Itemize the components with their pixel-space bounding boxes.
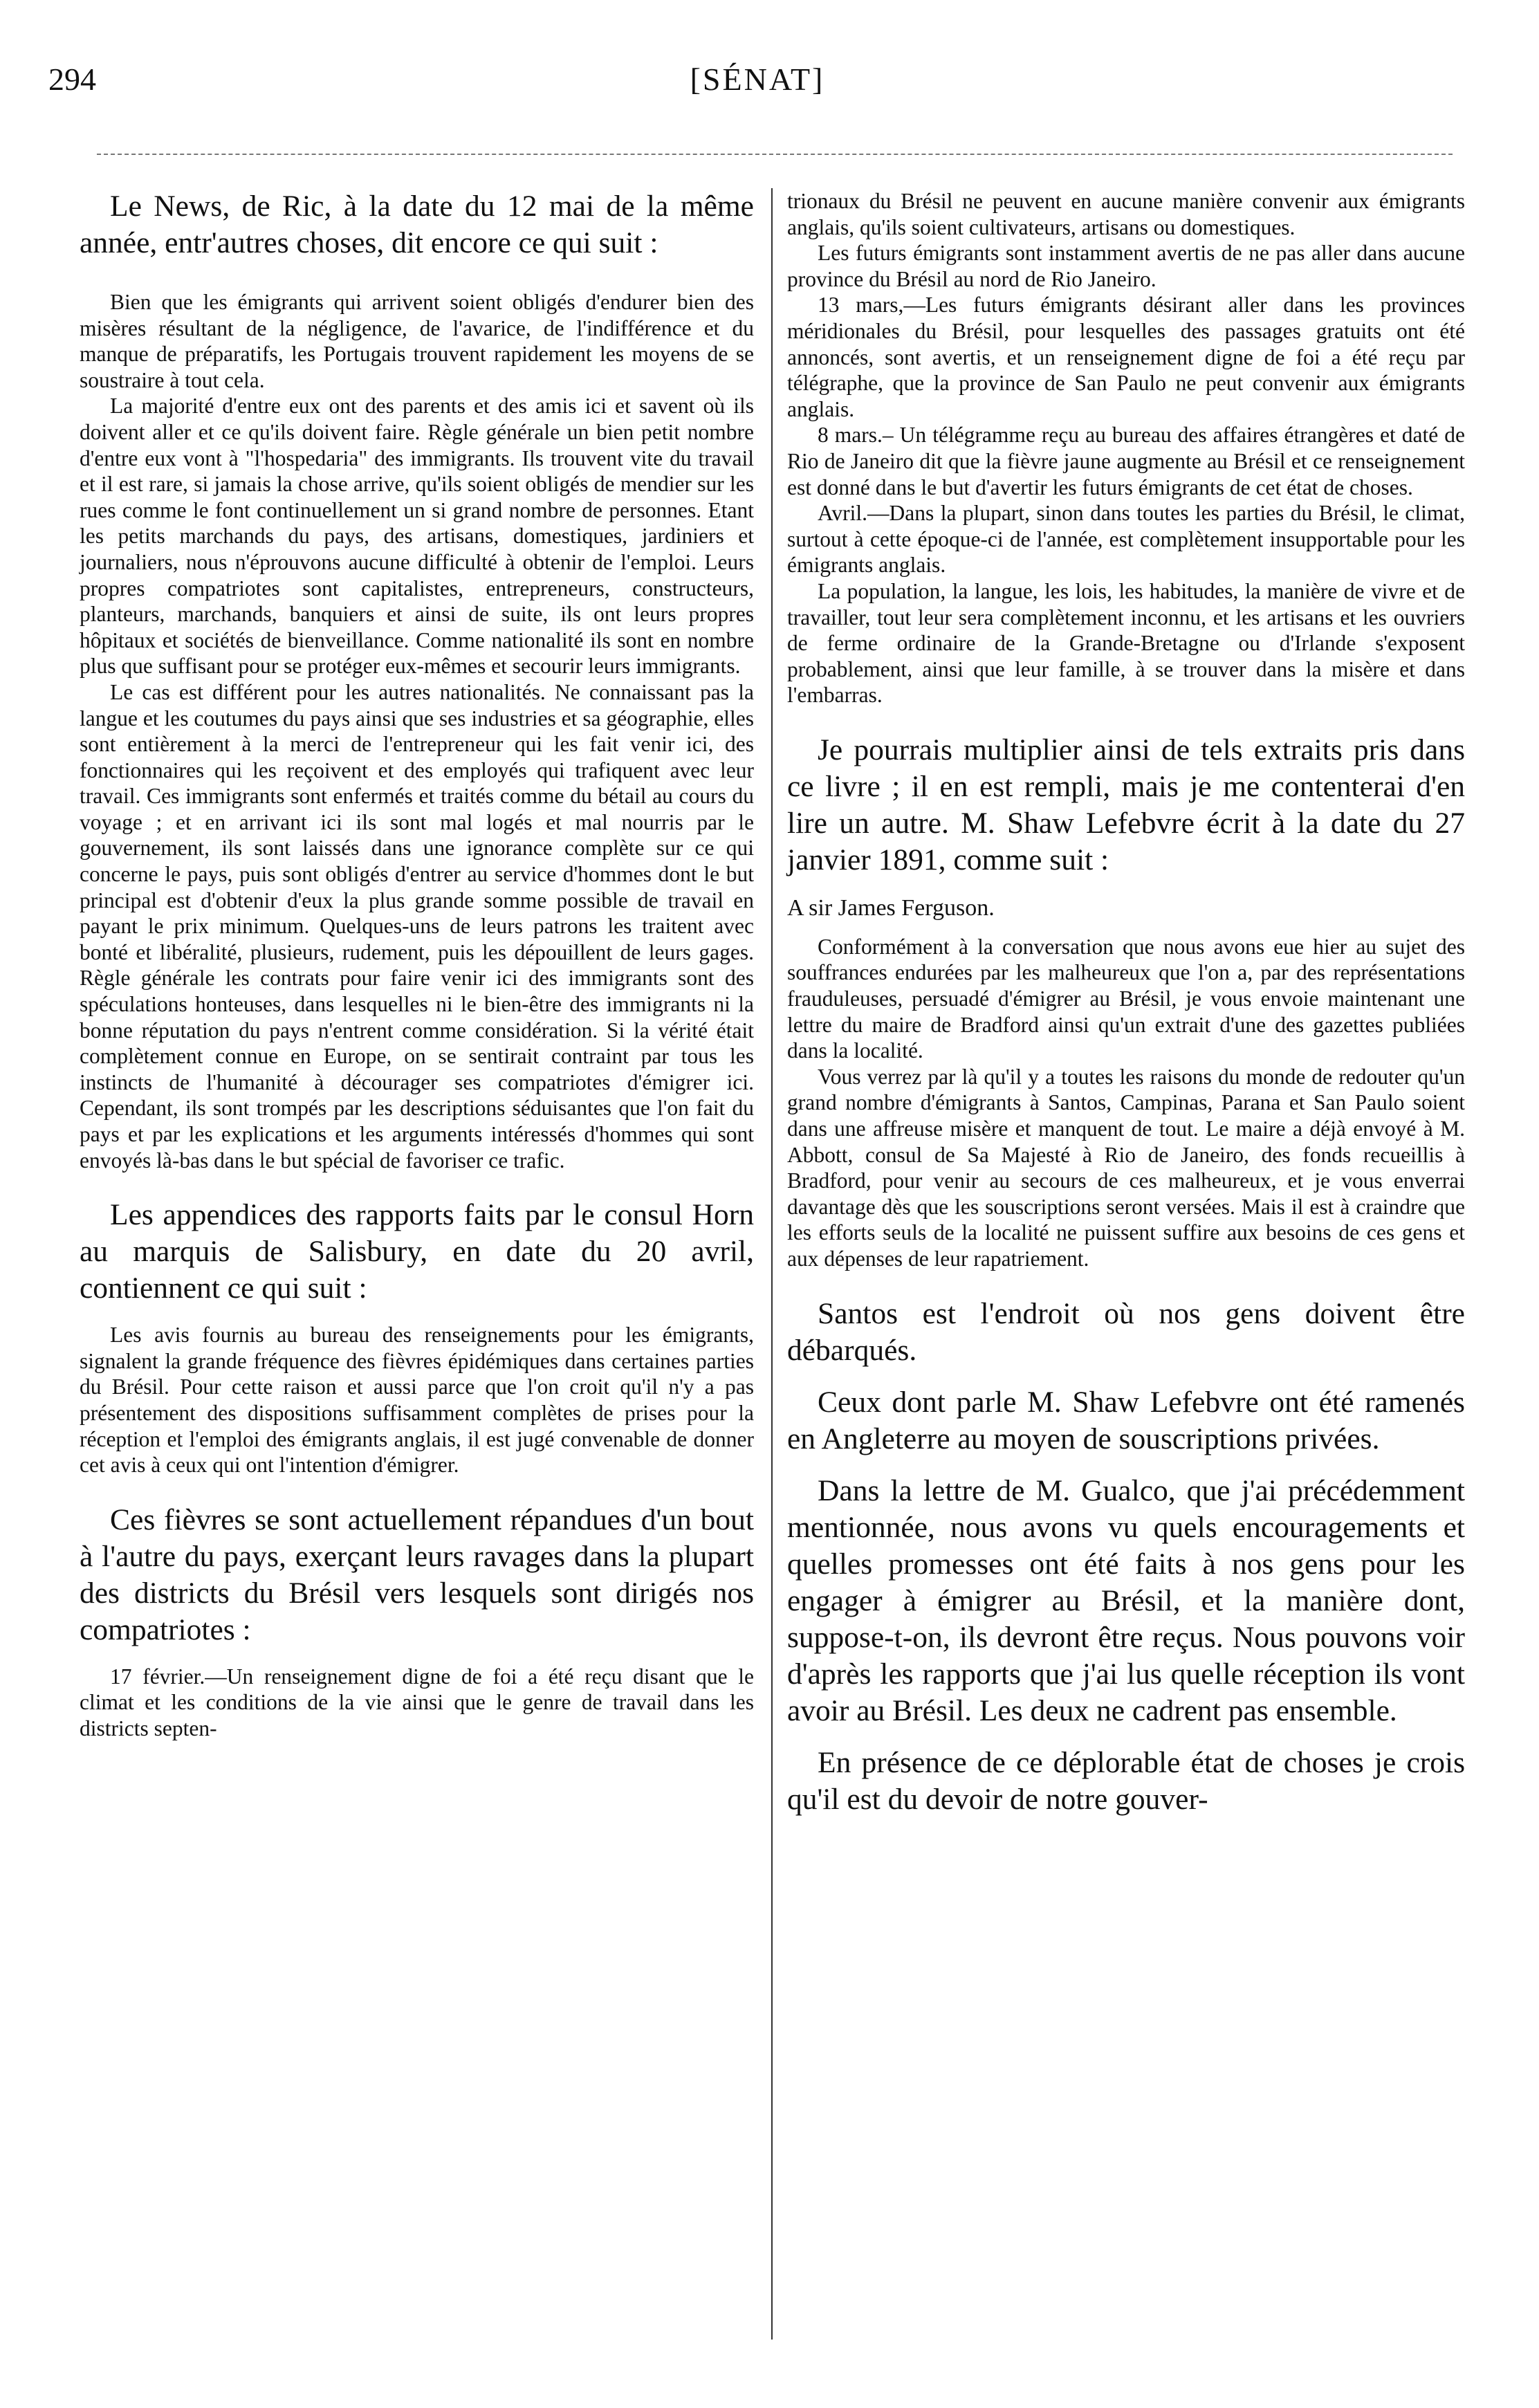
quote-paragraph: Les avis fournis au bureau des renseignements pour les émigrants, signalent la grande fréquence des fièvres épidémiques dans certaines parties du Brésil. Pour cette raison et aussi parce que l'on croit qu'il n'y a pas présentement des dispositions suffisamment complètes de prises pour la réception et l'emploi des émigrants anglais, il est jugé convenable de donner cet avis à ceux qui ont l'intention d'émigrer. (80, 1323, 754, 1478)
paragraph: Les appendices des rapports faits par le consul Horn au marquis de Salisbury, en date du 20 avril, contiennent ce qui suit : (80, 1198, 754, 1305)
paragraph: Le News, de Ric, à la date du 12 mai de la même année, entr'autres choses, dit encore ce qui suit : (80, 190, 754, 259)
quote-paragraph: 8 mars.– Un télégramme reçu au bureau des affaires étrangères et daté de Rio de Janeiro dit que la fièvre jaune augmente au Brésil et ce renseignement est donné dans le but d'avertir les futurs émigrants de cet état de choses. (787, 423, 1465, 499)
page-header (48, 61, 1466, 109)
quote-paragraph: Avril.—Dans la plupart, sinon dans toutes les parties du Brésil, le climat, surtout à cette époque-ci de l'année, est complètement insupportable pour les émigrants anglais. (787, 501, 1465, 578)
quote-paragraph: La population, la langue, les lois, les habitudes, la manière de vivre et de travailler, tout leur sera complètement inconnu, et les artisans et les ouvriers de ferme ordinaire de la Grande-Bretagne ou d'Irlande s'exposent probablement, ainsi que leur famille, à se trouver dans la misère et dans l'embarras. (787, 578, 1465, 708)
quote-paragraph: Vous verrez par là qu'il y a toutes les raisons du monde de redouter qu'un grand nombre d'émigrants à Santos, Campinas, Parana et San Paulo soient dans une affreuse misère et manquent de tout. Le maire a déjà envoyé à M. Abbott, consul de Sa Majesté à Rio de Janeiro, des fonds recueillis à Bradford, pour venir au secours de ces malheureux, et je vous enverrai davantage dès que les souscriptions seront versées. Mais il est à craindre que les efforts seuls de la localité ne puissent suffire aux besoins de ces gens et aux dépenses de leur rapatriement. (787, 1064, 1465, 1271)
right-column (787, 188, 1465, 1833)
quote-paragraph: Conformément à la conversation que nous avons eue hier au sujet des souffrances endurées par les malheureux que l'on a, par des représentations frauduleuses, persuadé d'émigrer au Brésil, je vous envoie maintenant une lettre du maire de Bradford ainsi qu'un extrait d'une des gazettes publiées dans la localité. (787, 934, 1465, 1063)
letter-address: A sir James Ferguson. (787, 894, 995, 921)
running-head: [SÉNAT] (690, 62, 825, 97)
quote-paragraph: La majorité d'entre eux ont des parents et des amis ici et savent où ils doivent aller et ce qu'ils doivent faire. Règle générale un bien petit nombre d'entre eux vont à "l'hospedaria" des immigrants. Ils trouvent vite du travail et il est rare, si jamais la chose arrive, qu'ils soient obligés de mendier sur les rues comme le font continuellement un si grand nombre de personnes. Etant les petits marchands du pays, des artisans, domestiques, jardiniers et journaliers, nous n'éprouvons aucune difficulté à obtenir de l'emploi. Leurs propres compatriotes sont capitalistes, entrepreneurs, constructeurs, planteurs, marchands, banquiers et ainsi de suite, ils ont leurs propres hôpitaux et sociétés de bienveillance. Comme nationalité ils sont en nombre plus que suffisant pour se protéger eux-mêmes et secourir leurs immigrants. (80, 394, 754, 679)
paragraph: Ces fièvres se sont actuellement répandues d'un bout à l'autre du pays, exerçant leurs ravages dans la plupart des districts du Brésil vers lesquels sont dirigés nos compatriotes : (80, 1502, 754, 1646)
paragraph: Santos est l'endroit où nos gens doivent être débarqués. (787, 1296, 1465, 1367)
paragraph: Ceux dont parle M. Shaw Lefebvre ont été ramenés en Angleterre au moyen de souscriptions privées. (787, 1385, 1465, 1455)
column-divider (771, 188, 773, 2340)
quote-paragraph: trionaux du Brésil ne peuvent en aucune manière convenir aux émigrants anglais, qu'ils soient cultivateurs, artisans ou domestiques. (787, 189, 1465, 239)
page-number: 294 (48, 62, 96, 97)
paragraph: Je pourrais multiplier ainsi de tels extraits pris dans ce livre ; il en est rempli, mais je me contenterai d'en lire un autre. M. Shaw Lefebvre écrit à la date du 27 janvier 1891, comme suit : (787, 733, 1465, 876)
quote-paragraph: 17 février.—Un renseignement digne de foi a été reçu disant que le climat et les conditions de la vie ainsi que le genre de travail dans les districts septen- (80, 1664, 754, 1740)
paragraph: En présence de ce déplorable état de choses je crois qu'il est du devoir de notre gouver- (787, 1745, 1465, 1816)
quote-paragraph: 13 mars,—Les futurs émigrants désirant aller dans les provinces méridionales du Brésil, pour lesquelles des passages gratuits ont été annoncés, sont avertis, et un renseignement digne de foi a été reçu par télégraphe, que la province de San Paulo ne peut convenir aux émigrants anglais. (787, 293, 1465, 421)
paragraph: Dans la lettre de M. Gualco, que j'ai précédemment mentionnée, nous avons vu quels encouragements et quelles promesses ont été faits à nos gens pour les engager à émigrer au Brésil, et la manière dont, suppose-t-on, ils devront être reçus. Nous pouvons voir d'après les rapports que j'ai lus quelle réception ils vont avoir au Brésil. Les deux ne cadrent pas ensemble. (787, 1473, 1465, 1727)
quote-paragraph: Les futurs émigrants sont instamment avertis de ne pas aller dans aucune province du Brésil au nord de Rio Janeiro. (787, 241, 1465, 291)
quote-paragraph: Bien que les émigrants qui arrivent soient obligés d'endurer bien des misères résultant de la négligence, de l'avarice, de l'indifférence et du manque de préparatifs, les Portugais trouvent rapidement les moyens de se soustraire à tout cela. (80, 290, 754, 392)
quote-paragraph: Le cas est différent pour les autres nationalités. Ne connaissant pas la langue et les coutumes du pays ainsi que ses industries et sa géographie, elles sont entièrement à la merci de l'entrepreneur qui les fait venir ici, des fonctionnaires qui les reçoivent et des employés qui trafiquent avec leur travail. Ces immigrants sont enfermés et traités comme du bétail au cours du voyage ; et en arrivant ici ils sont mal logés et mal nourris par le gouvernement, ils sont laissés dans une ignorance complète sur ce qui concerne le pays, puis sont obligés d'entrer au service d'hommes dont le but principal est d'obtenir d'eux la plus grande somme possible de travail en payant le prix minimum. Quelques-uns de leurs patrons les traitent avec bonté et libéralité, plusieurs, rudement, puis les dépouillent de leurs gages. Règle générale les contrats pour faire venir ici des immigrants sont des spéculations honteuses, dans lesquelles ni le bien-être des immigrants ni la bonne réputation du pays n'entrent comme considération. Si la vérité était complètement connue en Europe, on se sentirait contraint par tous les instincts de l'humanité à décourager ses compatriotes d'émigrer ici. Cependant, ils sont trompés par les descriptions séduisantes que l'on fait du pays et par les explications et les arguments intéressés d'hommes qui sont envoyés là-bas dans le but spécial de favoriser ce trafic. (80, 679, 754, 1173)
left-column (80, 188, 754, 1742)
header-rule (97, 154, 1453, 155)
